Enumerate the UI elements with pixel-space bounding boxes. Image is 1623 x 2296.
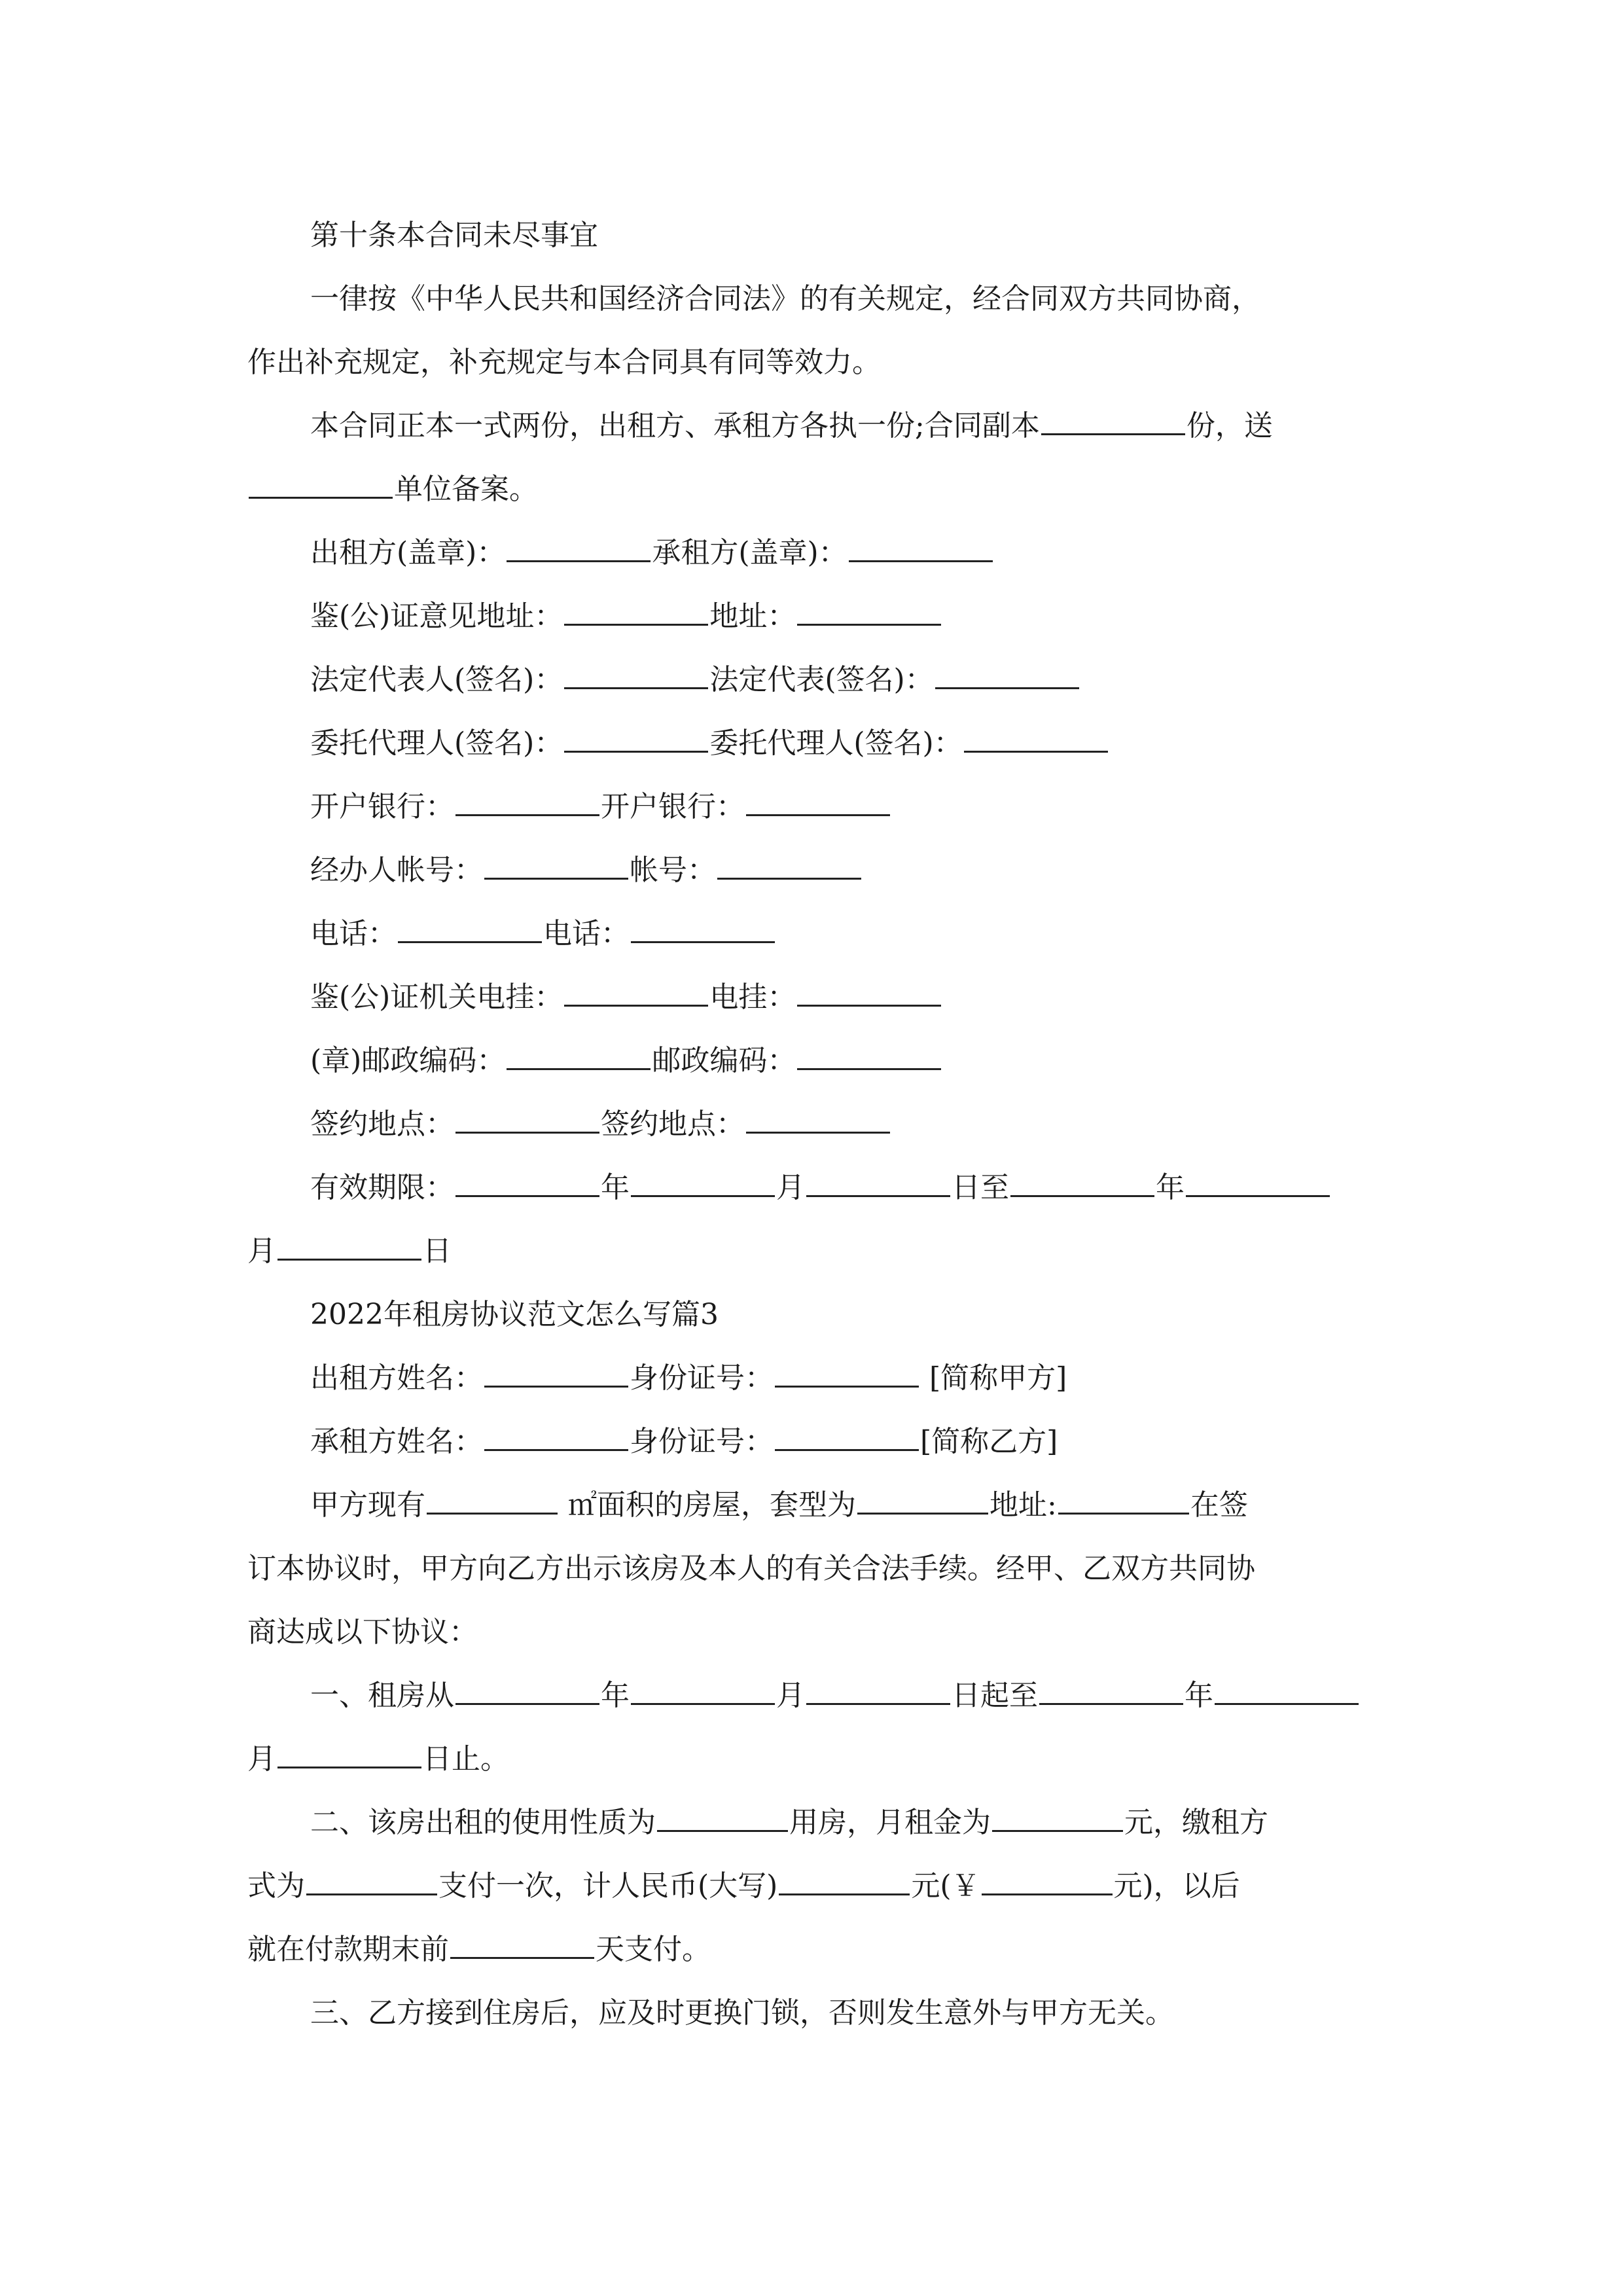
blank-line — [249, 496, 393, 499]
blank-line — [564, 750, 708, 753]
blank-line — [455, 1702, 599, 1705]
blank-line — [455, 1194, 599, 1197]
blank-line — [849, 560, 993, 562]
seal-line: 出租方(盖章)： 承租方(盖章)： — [247, 521, 1386, 584]
clause-3-line: 三、乙方接到住房后，应及时更换门锁，否则发生意外与甲方无关。 — [310, 1996, 1174, 2030]
article-10-line-2: 作出补充规定，补充规定与本合同具有同等效力。 — [247, 346, 881, 379]
house-line-2: 订本协议时，甲方向乙方出示该房及本人的有关合法手续。经甲、乙双方共同协 — [247, 1552, 1255, 1585]
blank-line — [455, 814, 599, 816]
blank-line — [1041, 433, 1185, 435]
section-3-title: 2022年租房协议范文怎么写篇3 — [310, 1298, 719, 1331]
clause-2-line-1: 二、该房出租的使用性质为 用房，月租金为 元，缴租方 — [310, 1806, 1268, 1839]
blank-line — [746, 814, 890, 816]
blank-line — [306, 1893, 437, 1895]
blank-line — [507, 1067, 651, 1070]
house-line-1: 甲方现有 ㎡面积的房屋，套型为 地址: 在签 — [310, 1488, 1248, 1522]
blank-line — [935, 687, 1079, 689]
agent-line: 委托代理人(签名)： 委托代理人(签名)： — [247, 711, 1386, 775]
blank-line — [484, 1448, 628, 1451]
copies-line-1: 本合同正本一式两份，出租方、承租方各执一份;合同副本 份，送 — [310, 409, 1273, 442]
blank-line — [797, 623, 941, 626]
blank-line — [1215, 1702, 1359, 1705]
blank-line — [427, 1512, 558, 1515]
blank-line — [1039, 1702, 1183, 1705]
blank-line — [775, 1448, 919, 1451]
blank-line — [1010, 1194, 1154, 1197]
article-10-title: 第十条本合同未尽事宜 — [310, 219, 598, 252]
sign-place-line: 签约地点： 签约地点： — [247, 1092, 1386, 1156]
telegraph-line: 鉴(公)证机关电挂： 电挂： — [247, 965, 1386, 1029]
validity-line-1: 有效期限： 年 月 日至 年 — [247, 1156, 1386, 1219]
blank-line — [982, 1893, 1113, 1895]
blank-line — [398, 941, 542, 943]
blank-line — [1058, 1512, 1189, 1515]
blank-line — [775, 1385, 919, 1388]
blank-line — [484, 877, 628, 880]
blank-line — [631, 941, 775, 943]
clause-1-line-1: 一、租房从 年 月 日起至 年 — [247, 1664, 1386, 1727]
blank-line — [507, 560, 651, 562]
validity-line-2: 月 日 — [247, 1234, 452, 1268]
bank-line: 开户银行： 开户银行： — [247, 775, 1386, 838]
blank-line — [277, 1766, 421, 1768]
clause-2-line-3: 就在付款期末前 天支付。 — [247, 1933, 711, 1966]
blank-line — [797, 1004, 941, 1007]
blank-line — [806, 1194, 950, 1197]
legal-rep-line: 法定代表人(签名)： 法定代表(签名)： — [247, 648, 1386, 711]
blank-line — [631, 1194, 775, 1197]
blank-line — [657, 1829, 788, 1832]
blank-line — [450, 1956, 594, 1959]
blank-line — [455, 1131, 599, 1134]
postcode-line: (章)邮政编码： 邮政编码： — [247, 1029, 1386, 1092]
blank-line — [631, 1702, 775, 1705]
clause-2-line-2: 式为 支付一次，计人民币(大写) 元(￥ 元)，以后 — [247, 1869, 1240, 1903]
account-line: 经办人帐号： 帐号： — [247, 838, 1386, 902]
phone-line: 电话： 电话： — [247, 902, 1386, 965]
blank-line — [277, 1258, 421, 1261]
blank-line — [564, 1004, 708, 1007]
address-line: 鉴(公)证意见地址： 地址： — [247, 584, 1386, 648]
blank-line — [484, 1385, 628, 1388]
clause-1-line-2: 月 日止。 — [247, 1742, 509, 1776]
house-line-3: 商达成以下协议： — [247, 1615, 478, 1649]
blank-line — [857, 1512, 988, 1515]
blank-line — [992, 1829, 1123, 1832]
blank-line — [746, 1131, 890, 1134]
blank-line — [1186, 1194, 1330, 1197]
blank-line — [564, 623, 708, 626]
blank-line — [717, 877, 861, 880]
blank-line — [806, 1702, 950, 1705]
lessor-name-line: 出租方姓名： 身份证号： [简称甲方] — [310, 1361, 1067, 1395]
blank-line — [964, 750, 1108, 753]
blank-line — [564, 687, 708, 689]
copies-line-2: 单位备案。 — [247, 457, 1386, 521]
blank-line — [797, 1067, 941, 1070]
blank-line — [779, 1893, 910, 1895]
article-10-line-1: 一律按《中华人民共和国经济合同法》的有关规定，经合同双方共同协商， — [310, 282, 1260, 315]
lessee-name-line: 承租方姓名： 身份证号： [简称乙方] — [310, 1425, 1058, 1458]
